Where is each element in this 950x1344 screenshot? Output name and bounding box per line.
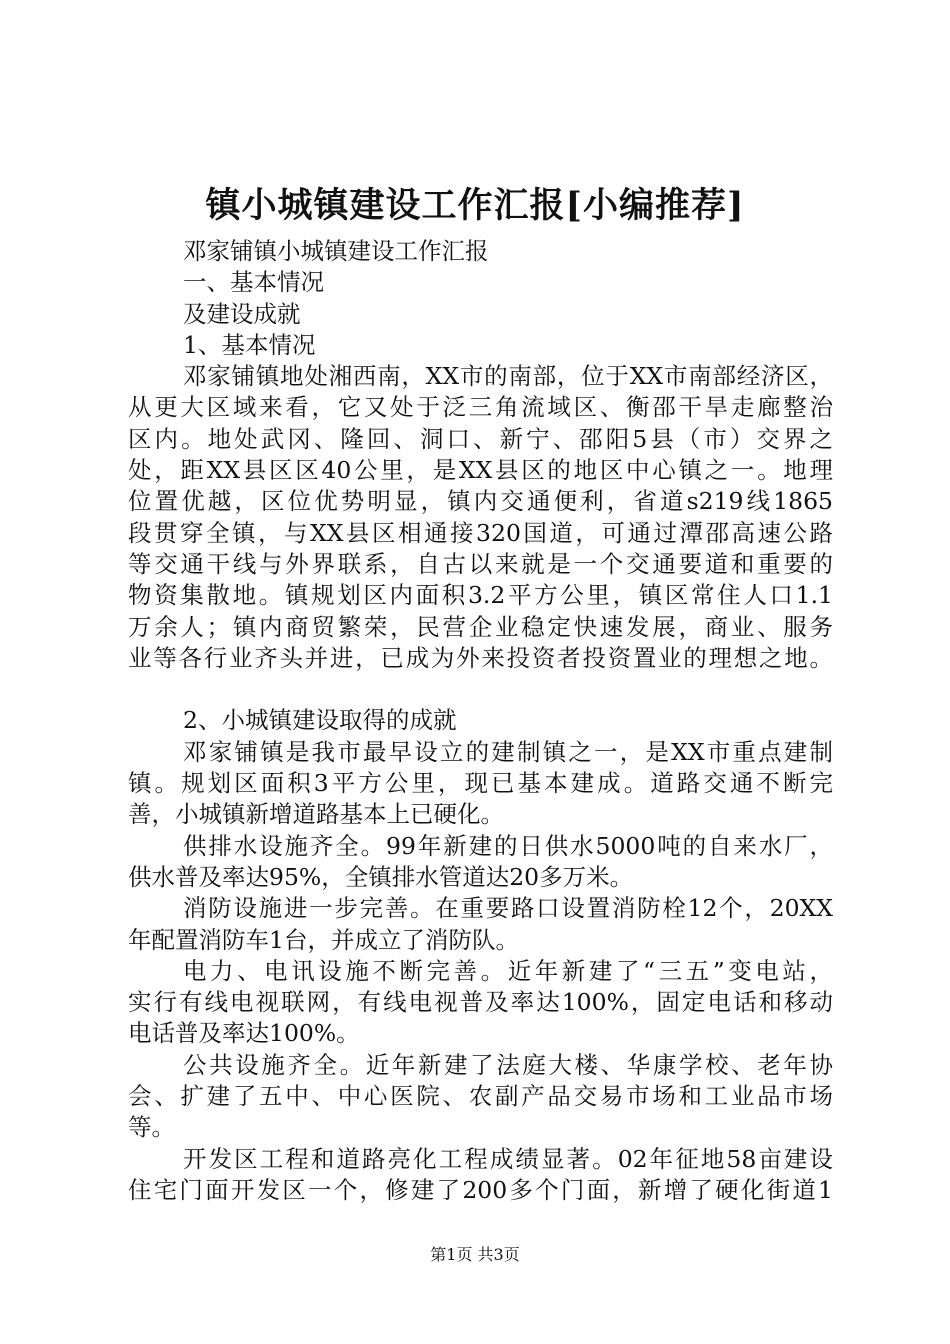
paragraph-line: 段贯穿全镇，与XX县区相通接320国道，可通过潭邵高速公路 bbox=[128, 518, 833, 547]
paragraph-line: 供水普及率达95%，全镇排水管道达20多万米。 bbox=[128, 862, 634, 891]
paragraph-line: 年配置消防车1台，并成立了消防队。 bbox=[128, 925, 519, 954]
paragraph-line: 位置优越，区位优势明显，镇内交通便利，省道s219线1865 bbox=[128, 487, 833, 516]
paragraph-line: 善，小城镇新增道路基本上已硬化。 bbox=[128, 800, 504, 829]
paragraph-line: 从更大区域来看，它又处于泛三角流域区、衡邵干旱走廊整治 bbox=[128, 393, 833, 422]
paragraph-line: 等。 bbox=[128, 1113, 175, 1142]
paragraph-line: 公共设施齐全。近年新建了法庭大楼、华康学校、老年协 bbox=[183, 1050, 833, 1079]
paragraph-line: 邓家铺镇地处湘西南，XX市的南部，位于XX市南部经济区， bbox=[183, 362, 833, 391]
document-title: 镇小城镇建设工作汇报[小编推荐] bbox=[205, 185, 745, 226]
paragraph-line: 等交通干线与外界联系，自古以来就是一个交通要道和重要的 bbox=[128, 549, 833, 578]
paragraph-line: 实行有线电视联网，有线电视普及率达100%，固定电话和移动 bbox=[128, 988, 833, 1017]
paragraph-line: 会、扩建了五中、中心医院、农副产品交易市场和工业品市场 bbox=[128, 1082, 833, 1111]
paragraph-line: 电话普及率达100%。 bbox=[128, 1019, 360, 1048]
paragraph-line: 电力、电讯设施不断完善。近年新建了“三五”变电站， bbox=[183, 956, 833, 985]
paragraph-line: 住宅门面开发区一个，修建了200多个门面，新增了硬化街道1 bbox=[128, 1175, 833, 1204]
paragraph-line: 邓家铺镇小城镇建设工作汇报 bbox=[183, 237, 489, 265]
paragraph-line: 区内。地处武冈、隆回、洞口、新宁、邵阳5县（市）交界之 bbox=[128, 424, 833, 453]
paragraph-line: 供排水设施齐全。99年新建的日供水5000吨的自来水厂， bbox=[183, 831, 833, 860]
paragraph-line: 1、基本情况 bbox=[183, 330, 316, 359]
paragraph-line: 物资集散地。镇规划区内面积3.2平方公里，镇区常住人口1.1 bbox=[128, 581, 833, 610]
paragraph-line: 消防设施进一步完善。在重要路口设置消防栓12个，20XX bbox=[183, 894, 833, 923]
paragraph-line: 开发区工程和道路亮化工程成绩显著。02年征地58亩建设 bbox=[183, 1144, 833, 1173]
paragraph-line: 镇。规划区面积3平方公里，现已基本建成。道路交通不断完 bbox=[128, 769, 833, 798]
paragraph-line: 邓家铺镇是我市最早设立的建制镇之一，是XX市重点建制 bbox=[183, 737, 833, 766]
document-body bbox=[128, 236, 833, 1206]
paragraph-line: 及建设成就 bbox=[183, 299, 301, 328]
page-footer: 第1页 共3页 bbox=[430, 1245, 520, 1264]
paragraph-line: 一、基本情况 bbox=[183, 268, 324, 297]
blank-line bbox=[128, 674, 833, 705]
paragraph-line: 处，距XX县区区40公里，是XX县区的地区中心镇之一。地理 bbox=[128, 456, 833, 485]
paragraph-line: 万余人；镇内商贸繁荣，民营企业稳定快速发展，商业、服务 bbox=[128, 612, 833, 641]
paragraph-line: 业等各行业齐头并进，已成为外来投资者投资置业的理想之地。 bbox=[128, 643, 833, 672]
paragraph-line: 2、小城镇建设取得的成就 bbox=[183, 706, 457, 735]
